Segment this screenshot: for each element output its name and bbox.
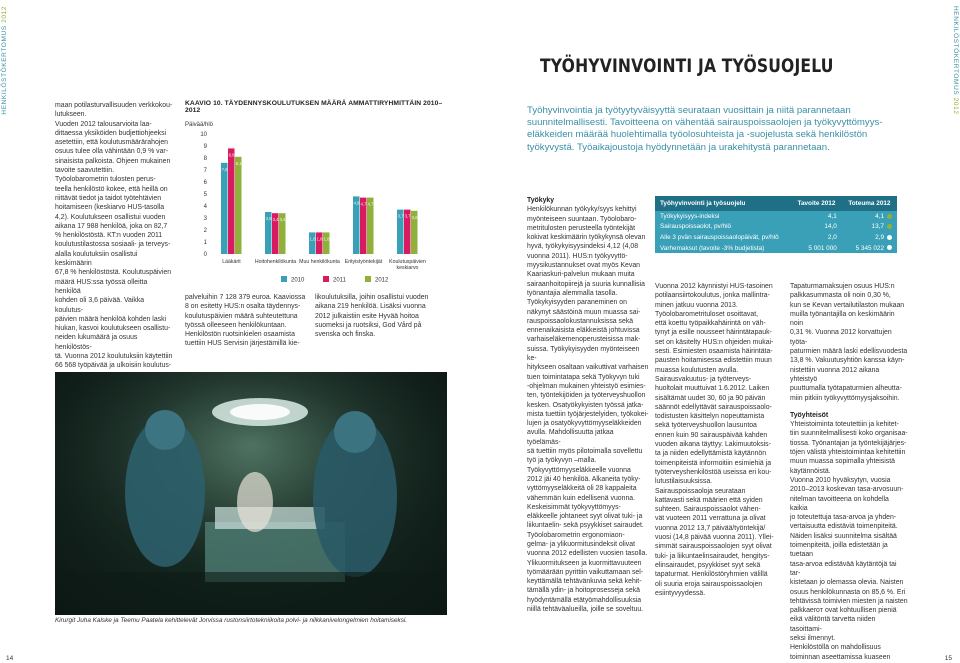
text-line: Yhteistoiminta toteutettiin ja kehitet- [790, 421, 899, 429]
text-line: Sairausvakuutus- ja työterveys- [655, 375, 752, 383]
photo-caption: Kirurgit Juha Kalske ja Teemu Paatela kehittelevät Jorvissa rustonsiirtotekniikoita polvi- ja nilkkanivelongelmien hoitamiseksi. [55, 617, 408, 624]
text-line: muassa koulutusten avulla. [655, 366, 739, 374]
y-tick-label: 5 [203, 192, 207, 198]
text-line: työmäärään pyrittiin vaikuttamaan sel- [527, 568, 644, 576]
text-line: tiossa. Työnantajan ja työntekijäjärjes- [790, 439, 907, 447]
text-line: säännöt edellyttävät sairauspoissaolo- [655, 403, 772, 411]
text-line: 66 568 työpäivää ja ulkoisiin koulutus- [55, 362, 172, 370]
section-title: TYÖHYVINVOINTI JA TYÖSUOJELU [540, 55, 834, 77]
text-line: muilla työnantajilla on keskimäärin noin [790, 310, 895, 328]
row-label-text: Varhemaksut (tavoite -3% budjetista) [660, 244, 765, 252]
text-line: suissa. Työkykyisyyden myönteiseen ke- [527, 345, 640, 363]
subheading-tyoyhteisot: Työyhteisöt [790, 411, 829, 419]
side-label-year: 2012 [952, 97, 959, 115]
y-tick-label: 10 [200, 132, 207, 138]
text-line: -ohjelman mukainen yhteistyö esimies- [527, 382, 646, 390]
text-line: aikana 219 henkilöä. Lisäksi vuonna [315, 303, 426, 311]
text-line: 2012 jäi 40 henkilöä. Alkaneita työky- [527, 475, 641, 483]
text-line: mista tuettiin työjärjestelyiden, työkokei- [527, 410, 649, 418]
x-category-label: Lääkärit [222, 259, 241, 265]
bar-data-label: 7,6 [221, 166, 228, 172]
text-line: paturmien määrä laski edellisvuodesta [790, 348, 908, 356]
page-number-right: 15 [944, 655, 952, 662]
row-label [655, 232, 791, 243]
text-line: hoitamiseen (keskiarvo HUS-tasolla [55, 204, 165, 212]
surgery-photo [55, 372, 447, 615]
text-line: seksi ilmennyt. [790, 634, 836, 642]
text-line: vuonna 2012 13,7 päivää/työntekijä/ [655, 524, 766, 532]
text-line: kokivat keskimäärin työkykynsä olevan [527, 234, 646, 242]
bar-data-label: 3,7 [397, 213, 404, 219]
text-line: kesken. Osatyökykyisten työssä jatka- [527, 401, 644, 409]
y-tick-label: 7 [203, 168, 207, 174]
text-line: alalla koulutuksiin osallistui keskimäärin [55, 250, 138, 268]
text-line: palveluihin 7 128 379 euroa. Kaaviossa [185, 294, 306, 301]
y-tick-label: 3 [203, 216, 207, 222]
text-line: esiintyvyydessä. [655, 589, 706, 597]
row-label-text: Työkykyisyys-indeksi [660, 212, 720, 220]
text-line: neiden lukumäärä ja osuus henkilöstös- [55, 334, 138, 351]
side-running-header-left [1, 6, 8, 115]
text-line: käytännöistä. [790, 467, 831, 475]
text-line: aikana 17 988 henkilöä, joka on 82,7 [55, 222, 168, 230]
text-line: muun muassa sopimalla yhteisistä [790, 458, 895, 466]
text-line: tasa-arvoa edistävää käytäntöjä tai tar- [790, 560, 897, 577]
row-target-text: 4,1 [827, 212, 837, 220]
text-line: 13,8 %. Vakuutusyhtiön kanssa käyn- [790, 357, 905, 365]
text-line: elinsairaudet, psyykkiset syyt sekä [655, 561, 761, 569]
mid-text-column-1 [185, 293, 311, 349]
text-line: lutustilaisuuksissa. [655, 478, 713, 486]
text-line: sekä työterveyshuollon lausuntoa [655, 422, 757, 430]
bar-data-label: 3,5 [265, 216, 272, 221]
text-line: osuus tulee olla vähintään 0,9 % var- [55, 148, 168, 156]
row-actual [842, 243, 897, 254]
row-actual-text: 5 345 022 [855, 244, 884, 252]
legend-label: 2010 [291, 277, 305, 284]
row-label [655, 222, 791, 233]
text-line: suhteen. Sairauspoissaolot vähen- [655, 506, 761, 514]
text-line: osuus henkilökunnasta on 85,6 %. Eri [790, 588, 906, 596]
text-line: liikuntaelin- sekä psyykkiset sairaudet. [527, 522, 644, 530]
text-line: ta ja niiden edellyttämistä käytännön [655, 450, 767, 458]
text-line: rauspoissaolokustannuksissa sekä [527, 317, 634, 325]
text-line: keyttämällä tehtävänkuvia sekä kehit- [527, 578, 642, 586]
left-text-column [55, 101, 173, 371]
row-target [791, 243, 842, 254]
text-line: dittaessa yksiköiden budjettiohjeeksi [55, 129, 167, 137]
status-dot-icon [887, 214, 892, 219]
text-line: Henkilökunnan työkyky/syys kehittyi [527, 206, 637, 214]
bar-data-label: 8,1 [235, 160, 242, 166]
text-line: vähemmän kuin edellisenä vuonna. [527, 494, 636, 502]
text-line: teella henkilöstö kokee, että heillä on [55, 185, 168, 193]
text-line: hiukan, kasvoi koulutukseen osallistu- [55, 325, 171, 333]
legend-swatch [323, 276, 329, 282]
text-line: likoulutuksilla, joihin osallistui vuoden [315, 294, 429, 301]
text-line: hyödyntämällä etätyömahdollisuuksia [527, 596, 642, 604]
text-line: työnantajia alemmalla tasolla. [527, 289, 618, 297]
page-number-left: 14 [6, 655, 14, 662]
right-col3-body [790, 282, 908, 403]
text-line: myysikustannukset ovat myös Kevan [527, 262, 640, 270]
text-line: tä. Vuonna 2012 koulutuksiin käytettiin [55, 353, 173, 361]
text-line: kistetaan jo olemassa olevia. Naisten [790, 579, 904, 587]
bar-data-label: 8,8 [228, 152, 235, 158]
row-target-text: 2,0 [827, 233, 837, 241]
y-tick-label: 4 [203, 204, 207, 210]
right-text-column-3 [790, 282, 908, 662]
row-actual [842, 211, 897, 222]
row-label [655, 243, 791, 254]
text-line: ten, työntekijöiden ja työterveyshuollon [527, 392, 646, 400]
text-line: vyttömyyseläkkeitä oli 28 kappaleita [527, 485, 637, 493]
text-line: 8 on esitetty HUS:n osalta täydennys- [185, 303, 301, 311]
x-category-label: Hoitohenkilökunta [254, 259, 297, 265]
text-line: ennen kuin 90 sairauspäivää kahden [655, 431, 768, 439]
legend-swatch [365, 276, 371, 282]
text-line: vertaisuutta edistäviä toimenpiteitä. [790, 523, 898, 531]
table-header-cell: Tavoite 2012 [791, 196, 842, 211]
text-line: sairaanhoitopiirejä ja suuria kunnallisia [527, 280, 645, 288]
bar-data-label: 3,6 [411, 214, 418, 220]
bar [235, 157, 242, 254]
text-line: Työkykyisyyden paraneminen on [527, 299, 627, 307]
row-target-text: 5 001 000 [808, 244, 837, 252]
row-target [791, 232, 842, 243]
legend-label: 2011 [333, 277, 346, 284]
text-line: avulla. Mahdollisuutta jatkaa työelämäs- [527, 429, 614, 446]
text-line: 2010–2013 koskevan tasa-arvosuun- [790, 486, 904, 494]
text-line: toiminnan aseettamissa kuaseen [790, 653, 891, 661]
text-line: asetettiin, että koulutusmäärärahojen [55, 139, 168, 147]
text-line: miin pitkiin työkyvyttömyysjaksoihin. [790, 394, 900, 402]
text-line: Kaariaskuri-palvelun mukaan muita [527, 271, 635, 279]
text-line: sisältämät uudet 30, 60 ja 90 päivän [655, 394, 766, 402]
text-line: hyvä, työkykyisyysindeksi 4,12 (4,08 [527, 243, 639, 251]
side-label-year: 2012 [1, 6, 8, 23]
text-line: tynyt ja esille nousseet häirintätapauk- [655, 329, 772, 337]
bar-data-label: 4,8 [353, 200, 360, 206]
bar-data-label: 4,7 [360, 201, 367, 207]
chart-y-axis-label: Päivää/hlö [185, 122, 214, 128]
side-label-text: HENKILÖSTÖKERTOMUS [952, 6, 959, 96]
bar-data-label: 3,7 [404, 213, 411, 219]
text-line: toimenpiteitä, joilla edistetään ja tuetaan [790, 542, 888, 559]
table-row [655, 243, 897, 254]
text-line: potilaansiirtokoulutus, jonka mallintra- [655, 292, 770, 300]
bar-data-label: 4,7 [367, 201, 374, 207]
text-line: Työolobarometrin ergonomiaon- [527, 531, 625, 539]
text-line: gelma- ja ylikuormitusindeksit olivat [527, 540, 635, 548]
right-text-column-2 [655, 282, 777, 598]
bar [228, 148, 235, 254]
text-line: Vuonna 2012 käynnistyi HUS-tasoinen [655, 283, 773, 290]
chart-container [185, 100, 447, 290]
text-line: sä tuettiin myös pilotoimalla sovellettu [527, 448, 643, 456]
bar-data-label: 3,4 [279, 217, 286, 223]
text-line: töjen välistä yhteistoimintaa kehitettiin [790, 449, 906, 457]
text-line: Sairauspoissaoloja seurataan [655, 487, 746, 495]
y-tick-label: 8 [203, 156, 207, 162]
bar-data-label: 3,4 [272, 217, 279, 223]
text-line: oli suuria eroja sairauspoissaolojen [655, 580, 763, 588]
text-line: koulutuspäivien määrä suhteutettuna [185, 312, 298, 320]
y-tick-label: 9 [203, 144, 207, 150]
text-line: Keskeisimmät työkyvyttömyys- [527, 503, 621, 511]
lead-paragraph: Työhyvinvointia ja työtyytyväisyyttä seurataan vuosittain ja niitä parannetaan suunnitelmallisesti. Tavoitteena on vähentää sairauspoissaolojen ja työkyvyttömyys-eläkkeiden määrää huolehtimalla työolosuhteista ja -suojelusta sekä henkilöstön työkyvystä. Työaikajoustoja hyödynnetään ja urakehitystä parannetaan. [527, 105, 883, 153]
text-line: Työolobarometrin tulosten perus- [55, 176, 156, 184]
text-line: tuen toimintatapa sekä Työkyvyn tuki [527, 373, 640, 381]
text-line: tiin suunnitelmallisesti koko organisaa- [790, 430, 908, 438]
y-tick-label: 2 [203, 228, 207, 234]
row-actual-text: 4,1 [875, 212, 884, 220]
text-line: todistusten käsittelyn nopeuttamista [655, 413, 765, 421]
text-line: tämällä ydin- ja hoitoprosesseja sekä [527, 587, 640, 595]
text-line: sesti. Esimiesten osaamista häirintäta- [655, 348, 773, 356]
text-line: Tapaturmamaksujen osuus HUS:n [790, 283, 895, 290]
row-target [791, 222, 842, 233]
text-line: pausten hoitamisessa edistettiin muun [655, 357, 772, 365]
text-line: jo toteutettuja tasa-arvoa ja yhden- [790, 514, 897, 522]
text-line: % henkilöstöstä. KT:n vuoden 2011 [55, 232, 163, 240]
text-line: hitykseen osaltaan vaikuttivat varhaisen [527, 364, 649, 372]
text-line: eikä välitöntä tarvetta niiden tasoittami- [790, 616, 876, 633]
row-target-text: 14,0 [824, 223, 837, 231]
table-header-cell: Työhyvinvointi ja työsuojelu [655, 196, 791, 211]
subheading-tyokyky: Työkyky [527, 197, 555, 204]
row-actual [842, 222, 897, 233]
right-col1-body [527, 205, 649, 614]
text-line: vuonna 2011). HUS:n työkyvyttö- [527, 252, 628, 260]
text-line: määrä HUS:ssa työssä olleitta henkilöä [55, 278, 148, 295]
x-category-label: Muu henkilökunta [299, 259, 340, 265]
table-row [655, 211, 897, 222]
row-label-text: Sairauspoissaolot, pv/hlö [660, 223, 732, 231]
text-line: riittävät tiedot ja taidot työtehtävien [55, 194, 162, 202]
legend-label: 2012 [375, 277, 389, 284]
chart-title: KAAVIO 10. TÄYDENNYSKOULUTUKSEN MÄÄRÄ AMMATTIRYHMITTÄIN 2010–2012 [185, 100, 443, 114]
row-actual [842, 232, 897, 243]
text-line: varhaiseläkemenoperusteisissa mak- [527, 336, 641, 344]
text-line: että koettu työpaikkahäirintä on väh- [655, 320, 766, 328]
status-dot-icon [887, 245, 892, 250]
text-line: nitelman tavoitteena on kohdella kaikia [790, 495, 889, 512]
text-line: ennenaikaisista eläkkeistä johtuvissa [527, 327, 640, 335]
text-line: sinaisista palkoista. Ohjeen mukainen [55, 157, 171, 165]
text-line: Vuonna 2010 hyväksytyn, vuosia [790, 476, 891, 484]
x-category-label: Erityistyöntekijät [344, 259, 383, 265]
y-tick-label: 1 [203, 240, 207, 246]
mid-text-column-2 [315, 293, 447, 339]
text-line: vuosi (14,8 päivää vuonna 2011). Yllei- [655, 534, 774, 542]
text-line: myönteiseen suuntaan. Työolobaro- [527, 215, 637, 223]
table-header-cell: Toteuma 2012 [842, 196, 897, 211]
text-line: palkkaeroт ovat kohtuullisen pieniä [790, 607, 897, 615]
text-line: suomeksi ja ruotsiksi, God Vård på [315, 321, 422, 329]
row-label [655, 211, 791, 222]
text-line: kun se Kevan vertailutilaston mukaan [790, 301, 905, 309]
text-line: työ ja työkyvyn –malla. [527, 457, 597, 465]
text-line: kattavasti sekä määrien että syiden [655, 496, 763, 504]
row-actual-text: 13,7 [871, 223, 884, 231]
right-text-column-1 [527, 196, 649, 614]
text-line: koulutustilastossa sosiaali- ja terveys- [55, 241, 171, 249]
text-line: eläkkeelle johtaneet syyt olivat tuki- ja [527, 513, 643, 521]
text-line: 2012 julkaistiin esite Hyvää hoitoa [315, 312, 419, 320]
text-line: vuonna 2012 edellisten vuosien tasolla. [527, 550, 648, 558]
text-line: Näiden lisäksi suunnitelma sisältää [790, 532, 897, 540]
text-line: Henkilöstöllä on mahdollisuus [790, 644, 881, 652]
x-category-label: Koulutuspäivien keskiarvo [389, 259, 426, 271]
text-line: vuoden aikana täyttyy. Lakimuutoksis- [655, 441, 771, 449]
bar-data-label: 1,8 [316, 236, 323, 242]
wellbeing-table [655, 196, 897, 253]
text-line: tavoite saavutettiin. [55, 167, 114, 175]
y-tick-label: 0 [203, 252, 207, 258]
y-tick-label: 6 [203, 180, 207, 186]
text-line: Ylikuormitukseen ja kuormittavuuteen [527, 559, 642, 567]
text-line: Henkilöstön ruotsinkielen osaamista [185, 331, 295, 339]
text-line: minen jatkuu vuonna 2013. [655, 301, 738, 309]
text-line: työterveyshenkilöstöä useissa eri kou- [655, 468, 772, 476]
text-line: toimenpiteistä informoitiin esimiehiä ja [655, 459, 772, 467]
text-line: tapaturmat. Henkilöstöryhmien välillä [655, 571, 768, 579]
text-line: huoltolait muuttuivat 1.6.2012. Laiken [655, 385, 770, 393]
row-actual-text: 2,9 [875, 233, 884, 241]
side-label-text: HENKILÖSTÖKERTOMUS [1, 25, 8, 115]
status-dot-icon [887, 224, 892, 229]
text-line: niillä tehtäväalueilla, joille se soveltuu. [527, 606, 644, 614]
text-line: tuki- ja liikuntaelinsairaudet, hengitys- [655, 552, 770, 560]
text-line: set on käsitelty HUS:n ohjeiden mukai- [655, 338, 774, 346]
row-target [791, 211, 842, 222]
text-line: Työkyvyttömyyseläkkeelle vuonna [527, 466, 631, 474]
text-line: tehtävissä toimivien miesten ja naisten [790, 597, 908, 605]
text-line: maan potilasturvallisuuden verkkokou- [55, 102, 173, 109]
text-line: näkynyt säästöinä muun muassa sai- [527, 308, 641, 316]
table-row [655, 232, 897, 243]
bar-data-label: 1,8 [309, 236, 316, 242]
text-line: metritulosten perusteella työntekijät [527, 224, 636, 232]
bar [221, 163, 228, 254]
text-line: puuttumalla työtapaturmien alheutta- [790, 385, 902, 393]
side-running-header-right [952, 6, 959, 115]
right-col3b-body [790, 420, 908, 662]
bar-data-label: 1,8 [323, 236, 330, 242]
bar-chart [185, 112, 447, 292]
text-line: Työolobarometrituloset osoittavat, [655, 310, 759, 318]
legend-swatch [281, 276, 287, 282]
text-line: nistettiin vuonna 2012 aikana yhteistyö [790, 366, 880, 383]
table-header-row [655, 196, 897, 211]
text-line: 67,8 % henkilöstöstä. Koulutuspäivien [55, 269, 172, 277]
text-line: simmät sairauspoissaolojen syyt olivat [655, 543, 772, 551]
text-line: lutukseen. [55, 111, 87, 119]
text-line: päivien määrä henkilöä kohden laski [55, 315, 167, 323]
text-line: palkkasummasta oli noin 0,30 %, [790, 292, 891, 300]
table-row [655, 222, 897, 233]
text-line: 4,2). Koulutukseen osallistui vuoden [55, 213, 166, 221]
text-line: työssä olleeseen henkilökuntaan. [185, 321, 287, 329]
text-line: Vuoden 2012 talousarvioita laa- [55, 120, 152, 128]
text-line: kohden oli 3,6 päivää. Vaikka koulutus- [55, 297, 145, 314]
text-line: svenska och finska. [315, 331, 376, 339]
text-line: 0,31 %. Vuonna 2012 korvattujen työta- [790, 329, 892, 346]
text-line: tuettiin HUS Servisin järjestämillä kie- [185, 340, 300, 348]
row-label-text: Alle 3 pvän sairauspoissaolopäivät, pv/hlö [660, 233, 779, 241]
text-line: lujen ja osatyökyvyttömyyseläkkeiden [527, 420, 642, 428]
text-line: vät vuoteen 2011 verrattuna ja olivat [655, 515, 766, 523]
status-dot-icon [887, 235, 892, 240]
